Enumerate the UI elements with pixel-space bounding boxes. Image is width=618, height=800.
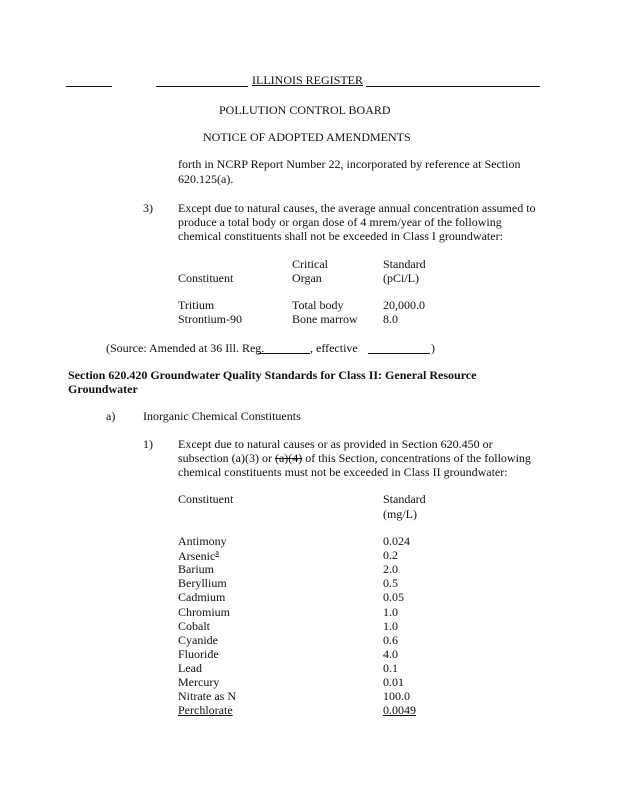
source-close: ) — [431, 341, 435, 355]
radio-header-critical: Critical — [292, 257, 328, 271]
inorganic-standard: 0.1 — [383, 660, 398, 675]
inorganic-header-standard: Standard — [383, 492, 426, 506]
constituent-name: Nitrate as N — [178, 689, 236, 704]
inorganic-constituent — [178, 590, 225, 605]
constituent-name: Cobalt — [178, 618, 210, 633]
radio-organ: Total body — [292, 298, 344, 312]
header-rule-left-2 — [156, 86, 248, 87]
inorganic-standard: 2.0 — [383, 562, 398, 577]
constituent-name: Barium — [178, 562, 214, 577]
inorganic-standard: 100.0 — [383, 689, 410, 704]
constituent-name: Beryllium — [178, 576, 227, 591]
inorganic-constituent — [178, 534, 227, 549]
item-3-line-3: chemical constituents shall not be exceeded in Class I groundwater: — [178, 229, 503, 243]
source-prefix: (Source: Amended at 36 Ill. Reg. — [106, 341, 265, 355]
inorganic-standard: 1.0 — [383, 604, 398, 619]
radio-organ: Bone marrow — [292, 312, 358, 326]
inorganic-constituent — [178, 562, 214, 577]
continuation-line-2: 620.125(a). — [178, 172, 234, 186]
inorganic-standard: 0.024 — [383, 534, 410, 548]
constituent-name: Cadmium — [178, 590, 226, 605]
inorganic-constituent — [178, 619, 210, 634]
constituent-name: Cyanide — [178, 632, 218, 647]
section-title: Section 620.420 Groundwater Quality Standards for Class II: General Resource — [68, 368, 477, 382]
notice-title: NOTICE OF ADOPTED AMENDMENTS — [203, 130, 411, 144]
inorganic-constituent — [178, 703, 233, 718]
inorganic-standard: 0.0049 — [383, 703, 416, 718]
item-3-line-1: Except due to natural causes, the average annual concentration assumed to — [178, 201, 536, 215]
constituent-name: Antimony — [178, 534, 227, 548]
radio-header-standard: Standard — [383, 257, 426, 271]
item-1-line-1: Except due to natural causes or as provided in Section 620.450 or — [178, 437, 493, 451]
footnote-marker: a — [215, 548, 219, 558]
item-1-line-2 — [178, 451, 531, 466]
item-1-line-2-b: of this Section, concentrations of the following — [302, 451, 531, 465]
radio-standard: 8.0 — [383, 312, 398, 326]
header-rule-right — [366, 86, 540, 87]
radio-header-organ: Organ — [292, 271, 322, 285]
item-1-line-2-a: subsection (a)(3) or — [178, 451, 275, 465]
inorganic-constituent — [178, 576, 227, 591]
subsection-a-label: a) — [106, 409, 116, 423]
section-title-line-2: Groundwater — [68, 382, 138, 396]
source-blank-2 — [368, 353, 430, 354]
inorganic-standard: 1.0 — [383, 618, 398, 633]
subsection-a-text: Inorganic Chemical Constituents — [143, 409, 301, 423]
inorganic-constituent — [178, 647, 219, 662]
inorganic-constituent — [178, 675, 219, 690]
source-blank-1 — [258, 353, 310, 354]
item-1-number: 1) — [143, 437, 153, 451]
constituent-name: Lead — [178, 660, 202, 675]
constituent-name: Fluoride — [178, 646, 219, 661]
header-rule-left-1 — [66, 86, 112, 87]
radio-header-units: (pCi/L) — [383, 271, 419, 285]
radio-constituent: Strontium-90 — [178, 312, 243, 326]
inorganic-standard: 0.5 — [383, 576, 398, 591]
inorganic-standard: 0.6 — [383, 632, 398, 647]
inorganic-standard: 0.01 — [383, 675, 404, 689]
inorganic-constituent — [178, 661, 202, 676]
inorganic-header-constituent: Constituent — [178, 492, 234, 506]
source-effective: , effective — [310, 341, 358, 355]
inorganic-header-units: (mg/L) — [383, 507, 417, 521]
radio-constituent: Tritium — [178, 298, 215, 312]
register-title: ILLINOIS REGISTER — [252, 73, 363, 87]
item-1-struck-ref: (a)(4) — [274, 451, 303, 465]
constituent-name: Arsenic — [178, 549, 216, 564]
item-3-number: 3) — [143, 201, 153, 215]
constituent-name: Mercury — [178, 675, 220, 689]
inorganic-constituent — [178, 605, 230, 620]
board-title: POLLUTION CONTROL BOARD — [219, 103, 391, 117]
inorganic-constituent — [178, 633, 218, 648]
inorganic-constituent — [178, 689, 236, 704]
continuation-line-1: forth in NCRP Report Number 22, incorporated by reference at Section — [178, 157, 521, 171]
item-1-line-3: chemical constituents must not be exceeded in Class II groundwater: — [178, 465, 508, 479]
constituent-name: Perchlorate — [178, 703, 233, 718]
inorganic-standard: 0.2 — [383, 548, 398, 563]
radio-standard: 20,000.0 — [383, 298, 425, 312]
inorganic-standard: 0.05 — [383, 590, 404, 605]
radio-header-constituent: Constituent — [178, 271, 234, 285]
item-3-line-2: produce a total body or organ dose of 4 mrem/year of the following — [178, 215, 502, 229]
constituent-name: Chromium — [178, 604, 231, 619]
inorganic-standard: 4.0 — [383, 646, 398, 661]
